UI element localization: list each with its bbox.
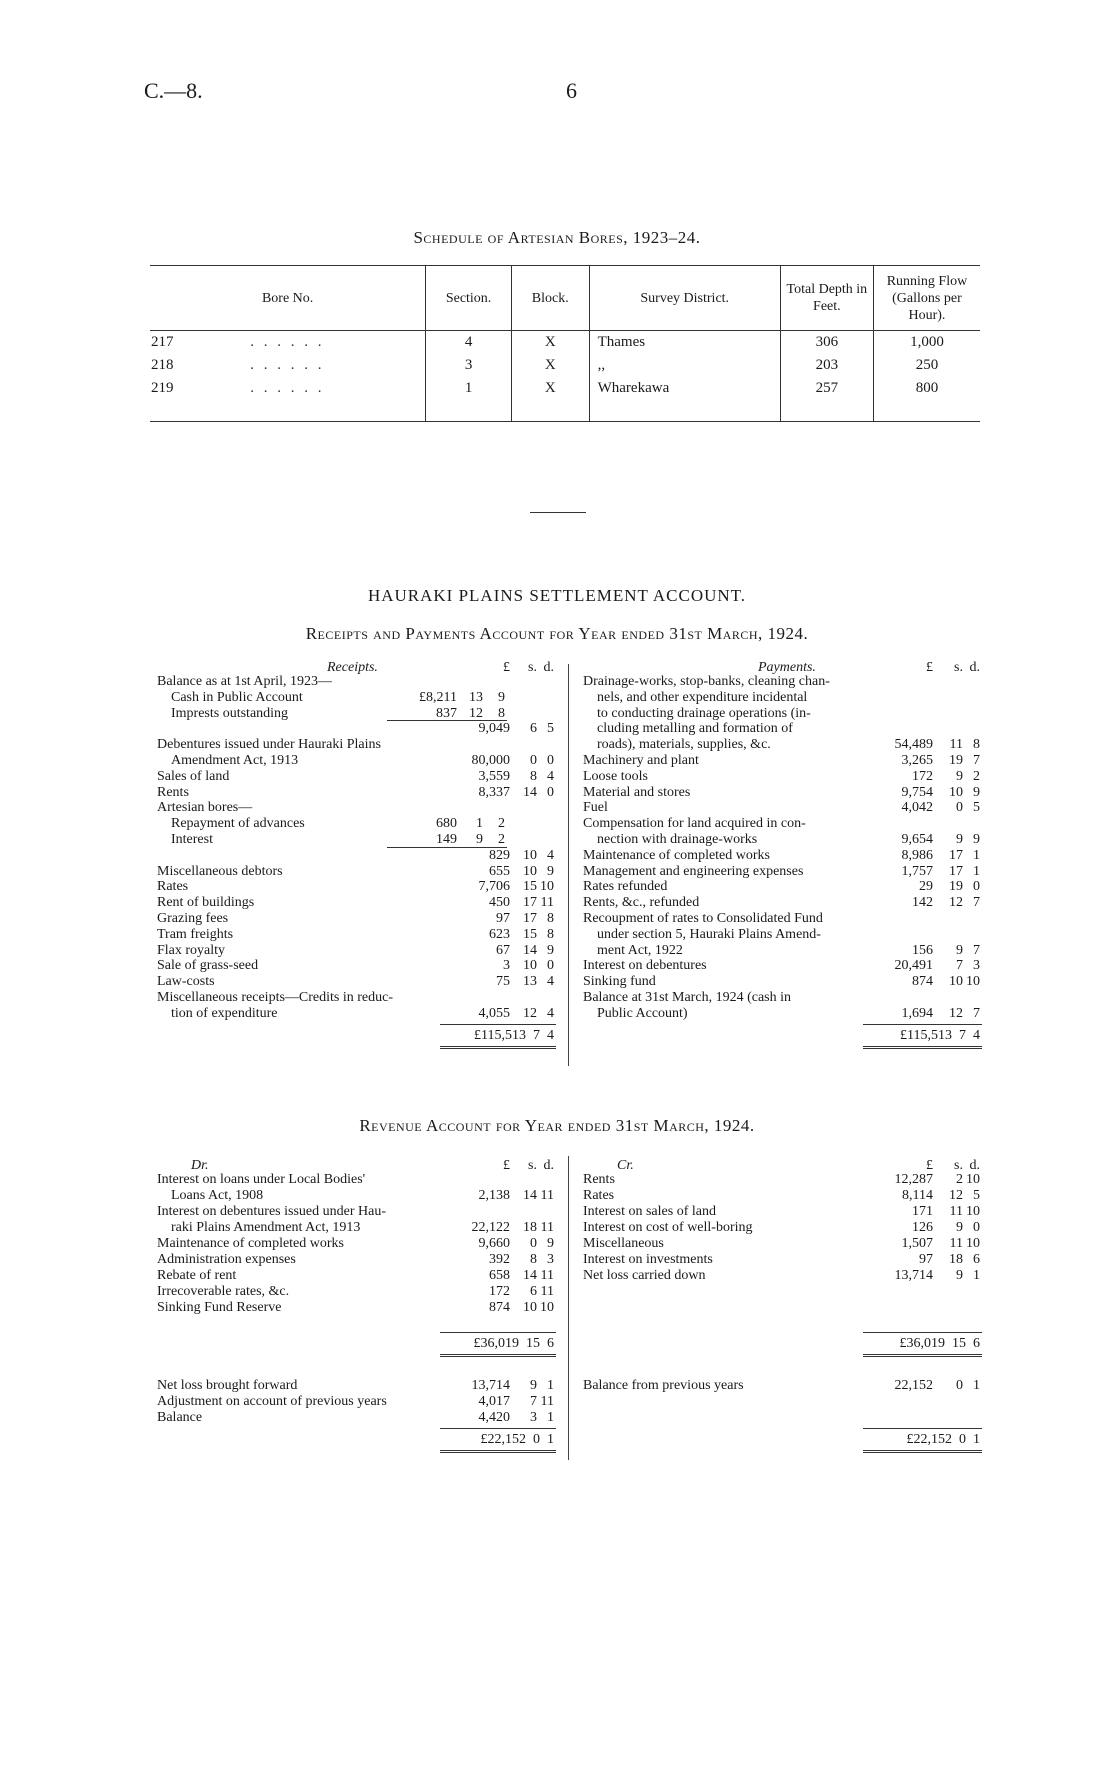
dr-item: Rebate of rent: [157, 1268, 237, 1283]
bore-number-cell: [150, 354, 426, 377]
dr-second-amount-pounds: 4,420: [478, 1410, 510, 1425]
payments-amount-pence: 9: [973, 832, 980, 847]
payments-item: Management and engineering expenses: [583, 863, 804, 879]
receipts-amount-pence: 4: [547, 847, 554, 863]
payments-item: Public Account): [597, 1005, 688, 1021]
bore-flow: 800: [873, 377, 980, 422]
cr-item: Net loss carried down: [583, 1268, 706, 1283]
receipts-total-rule-top: [440, 1024, 556, 1025]
receipts-amount-shillings: 10: [523, 847, 537, 863]
payments-item: nels, and other expenditure incidental: [597, 689, 808, 705]
bore-district: ,,: [597, 357, 606, 373]
dr-item: Interest on loans under Local Bodies': [157, 1172, 366, 1187]
payments-amount-pence: 0: [973, 879, 980, 895]
dr-currency-pence: d.: [543, 1158, 554, 1173]
bore-flow: 1,000: [873, 331, 980, 355]
payments-amount-shillings: 7: [956, 958, 963, 974]
cr-second-item: Balance from previous years: [583, 1378, 744, 1393]
payments-item: Maintenance of completed works: [583, 847, 770, 863]
cr-amount-pence: 6: [973, 1252, 980, 1267]
receipts-amount-pounds: 450: [489, 895, 510, 911]
cr-total-rule-bottom: [863, 1354, 982, 1357]
receipts-payments-divider: [568, 664, 569, 1066]
receipts-amount-shillings: 10: [523, 863, 537, 879]
receipts-item: Rates: [157, 879, 189, 895]
receipts-amount-pence: 9: [547, 942, 554, 958]
payments-amount-pence: 1: [973, 847, 980, 863]
bore-district-cell: [589, 331, 780, 355]
dr-item: Maintenance of completed works: [157, 1236, 344, 1251]
receipts-inner-shillings: 9: [476, 832, 483, 847]
cr-second-total-rule-bottom: [863, 1450, 982, 1453]
bore-number: 217: [151, 334, 174, 350]
dr-item: Administration expenses: [157, 1252, 296, 1267]
receipts-amount-shillings: 15: [523, 879, 537, 895]
bore-number: 218: [151, 357, 174, 373]
revenue-title: Revenue Account for Year ended 31st March, 1924.: [359, 1116, 755, 1135]
payments-amount-shillings: 19: [949, 879, 963, 895]
dr-second-amount-shillings: 9: [530, 1378, 537, 1393]
payments-item: roads), materials, supplies, &c.: [597, 737, 771, 753]
receipts-inner-pence: 2: [498, 832, 505, 847]
cr-amount-pounds: 13,714: [894, 1268, 933, 1283]
dr-cr-divider: [568, 1156, 569, 1460]
cr-amount-pence: 5: [973, 1188, 980, 1203]
cr-amount-pence: 10: [966, 1204, 980, 1219]
leader-dots: . . . . . .: [243, 380, 325, 396]
dr-amount-pence: 3: [547, 1252, 554, 1267]
receipts-amount-shillings: 14: [523, 784, 537, 800]
bore-district: Wharekawa: [597, 380, 670, 396]
receipts-currency-shillings: s.: [528, 660, 537, 675]
dr-second-amount-pence: 1: [547, 1410, 554, 1425]
receipts-amount-shillings: 17: [523, 911, 537, 926]
receipts-amount-shillings: 14: [523, 942, 537, 958]
payments-item: cluding metalling and formation of: [597, 721, 793, 737]
payments-total-rule-top: [863, 1024, 982, 1025]
dr-amount-pounds: 2,138: [478, 1188, 510, 1203]
receipts-amount-pounds: 829: [489, 847, 510, 863]
dr-second-amount-shillings: 3: [530, 1410, 537, 1425]
receipts-item: Artesian bores—: [157, 800, 253, 816]
dr-amount-pounds: 22,122: [471, 1220, 510, 1235]
receipts-item: Repayment of advances: [171, 816, 305, 832]
bore-block: X: [511, 331, 589, 355]
payments-item: Rates refunded: [583, 879, 668, 895]
payments-amount-shillings: 9: [956, 832, 963, 847]
receipts-amount-pounds: 3,559: [478, 768, 510, 784]
bores-table: [150, 265, 980, 422]
bore-block: X: [511, 377, 589, 422]
dr-amount-pounds: 658: [489, 1268, 510, 1283]
bore-depth: 257: [780, 377, 873, 422]
payments-item: Drainage-works, stop-banks, cleaning chan-: [583, 674, 830, 689]
payments-heading: Payments.: [758, 660, 816, 675]
payments-currency-shillings: s.: [954, 660, 963, 675]
bore-section: 4: [426, 331, 512, 355]
payments-item: Loose tools: [583, 768, 648, 784]
payments-total: £115,513 7 4: [900, 1027, 980, 1043]
dr-second-total-rule-bottom: [440, 1450, 556, 1453]
cr-total-rule-top: [863, 1332, 982, 1333]
payments-item: Fuel: [583, 800, 608, 816]
bore-depth: 306: [780, 331, 873, 355]
dr-second-item: Adjustment on account of previous years: [157, 1394, 387, 1409]
dr-second-amount-pounds: 4,017: [478, 1394, 510, 1409]
payments-amount-pence: 5: [973, 800, 980, 816]
dr-currency-pound: £: [503, 1158, 510, 1173]
cr-total: £36,019 15 6: [899, 1336, 980, 1351]
receipts-inner-shillings: 12: [469, 705, 483, 721]
receipts-amount-pence: 8: [547, 926, 554, 942]
bore-number: 219: [151, 380, 174, 396]
cr-amount-pounds: 8,114: [902, 1188, 933, 1203]
receipts-inner-pence: 8: [498, 705, 505, 721]
payments-amount-pounds: 8,986: [901, 847, 933, 863]
dr-second-amount-pence: 1: [547, 1378, 554, 1393]
receipts-item: Miscellaneous debtors: [157, 863, 283, 879]
receipts-item: Rent of buildings: [157, 895, 255, 911]
receipts-amount-pence: 11: [540, 895, 554, 911]
payments-total-rule-bottom: [863, 1046, 982, 1049]
cr-item: Rents: [583, 1172, 615, 1187]
dr-second-amount-shillings: 7: [530, 1394, 537, 1409]
receipts-inner-shillings: 13: [469, 689, 483, 705]
receipts-amount-pounds: 97: [496, 911, 510, 926]
cr-amount-pence: 10: [966, 1236, 980, 1251]
dr-second-amount-pounds: 13,714: [471, 1378, 510, 1393]
col-survey-district: Survey District.: [589, 266, 780, 331]
receipts-amount-pounds: 75: [496, 974, 510, 990]
payments-amount-pounds: 142: [912, 895, 933, 911]
cr-amount-pounds: 171: [912, 1204, 933, 1219]
dr-item: Loans Act, 1908: [171, 1188, 264, 1203]
payments-amount-shillings: 10: [949, 974, 963, 990]
payments-item: Balance at 31st March, 1924 (cash in: [583, 990, 791, 1005]
bore-depth: 203: [780, 354, 873, 377]
receipts-amount-pence: 4: [547, 768, 554, 784]
payments-amount-pence: 7: [973, 895, 980, 911]
cr-amount-pence: 10: [966, 1172, 980, 1187]
payments-amount-pounds: 3,265: [901, 753, 933, 768]
receipts-amount-pence: 8: [547, 911, 554, 926]
dr-second-item: Net loss brought forward: [157, 1378, 298, 1393]
payments-amount-pence: 3: [973, 958, 980, 974]
receipts-amount-pence: 4: [547, 1005, 554, 1021]
payments-amount-pence: 9: [973, 784, 980, 800]
payments-item: to conducting drainage operations (in-: [597, 705, 811, 721]
dr-total-rule-top: [440, 1332, 556, 1333]
cr-amount-pounds: 126: [912, 1220, 933, 1235]
cr-amount-pence: 0: [973, 1220, 980, 1235]
dr-amount-pounds: 172: [489, 1284, 510, 1299]
receipts-inner-pence: 9: [498, 689, 505, 705]
payments-amount-shillings: 11: [949, 737, 963, 753]
cr-amount-pounds: 1,507: [901, 1236, 933, 1251]
payments-item: Rents, &c., refunded: [583, 895, 700, 911]
bore-district-cell: [589, 377, 780, 422]
receipts-amount-shillings: 17: [523, 895, 537, 911]
col-running-flow: Running Flow (Gallons per Hour).: [873, 266, 980, 331]
dr-amount-shillings: 6: [530, 1284, 537, 1299]
dr-amount-shillings: 10: [523, 1300, 537, 1315]
cr-item: Interest on investments: [583, 1252, 713, 1267]
dr-second-item: Balance: [157, 1410, 203, 1425]
receipts-amount-pounds: 655: [489, 863, 510, 879]
payments-item: Recoupment of rates to Consolidated Fund: [583, 911, 823, 926]
receipts-item: tion of expenditure: [171, 1005, 278, 1021]
receipts-item: Debentures issued under Hauraki Plains: [157, 737, 381, 753]
dr-amount-shillings: 18: [523, 1220, 537, 1235]
dr-item: raki Plains Amendment Act, 1913: [171, 1220, 361, 1235]
receipts-amount-shillings: 12: [523, 1005, 537, 1021]
receipts-amount-pounds: 8,337: [478, 784, 510, 800]
cr-currency-pound: £: [926, 1158, 933, 1173]
cr-item: Interest on sales of land: [583, 1204, 716, 1219]
bore-flow: 250: [873, 354, 980, 377]
leader-dots: . . . . . .: [243, 334, 325, 350]
cr-amount-pounds: 12,287: [894, 1172, 933, 1187]
cr-item: Miscellaneous: [583, 1236, 664, 1251]
cr-amount-shillings: 9: [956, 1268, 963, 1283]
bore-row: [150, 377, 980, 422]
bore-number-cell: [150, 331, 426, 355]
payments-currency-pence: d.: [969, 660, 980, 675]
receipts-item: Interest: [171, 832, 213, 847]
payments-amount-pounds: 54,489: [894, 737, 933, 753]
receipts-heading: Receipts.: [327, 660, 378, 675]
cr-currency-shillings: s.: [954, 1158, 963, 1173]
cr-amount-pence: 1: [973, 1268, 980, 1283]
receipts-currency-pence: d.: [543, 660, 554, 675]
payments-amount-pounds: 20,491: [894, 958, 933, 974]
payments-item: Machinery and plant: [583, 753, 699, 768]
dr-amount-shillings: 0: [530, 1236, 537, 1251]
receipts-total-rule-bottom: [440, 1046, 556, 1049]
payments-amount-pence: 8: [973, 737, 980, 753]
payments-amount-shillings: 9: [956, 942, 963, 958]
receipts-amount-pence: 5: [547, 721, 554, 737]
bore-number-cell: [150, 377, 426, 422]
cr-second-total: £22,152 0 1: [906, 1432, 980, 1447]
payments-item: Sinking fund: [583, 974, 656, 990]
receipts-item: Rents: [157, 784, 189, 800]
cr-item: Interest on cost of well-boring: [583, 1220, 753, 1235]
dr-amount-pounds: 874: [489, 1300, 510, 1315]
schedule-title: Schedule of Artesian Bores, 1923–24.: [413, 228, 701, 247]
payments-amount-pence: 7: [973, 942, 980, 958]
cr-amount-shillings: 12: [949, 1188, 963, 1203]
receipts-inner-pounds: £8,211: [419, 689, 457, 705]
dr-amount-pounds: 392: [489, 1252, 510, 1267]
dr-heading: Dr.: [191, 1158, 209, 1173]
page-number: 6: [566, 78, 577, 103]
receipts-amount-shillings: 8: [530, 768, 537, 784]
receipts-item: Law-costs: [157, 974, 215, 990]
cr-amount-shillings: 18: [949, 1252, 963, 1267]
payments-amount-shillings: 12: [949, 1005, 963, 1021]
payments-amount-pounds: 1,694: [901, 1005, 933, 1021]
cr-amount-shillings: 2: [956, 1172, 963, 1187]
payments-amount-pounds: 9,654: [901, 832, 933, 847]
bores-table-header: [150, 266, 980, 331]
section-divider: [530, 512, 586, 513]
receipts-amount-shillings: 6: [530, 721, 537, 737]
receipts-amount-shillings: 13: [523, 974, 537, 990]
payments-amount-shillings: 17: [949, 847, 963, 863]
receipts-amount-pence: 0: [547, 753, 554, 768]
receipts-inner-shillings: 1: [476, 816, 483, 832]
receipts-item: Grazing fees: [157, 911, 229, 926]
col-block: Block.: [511, 266, 589, 331]
payments-amount-pence: 7: [973, 1005, 980, 1021]
cr-item: Rates: [583, 1188, 615, 1203]
payments-item: under section 5, Hauraki Plains Amend-: [597, 926, 821, 942]
payments-amount-shillings: 19: [949, 753, 963, 768]
receipts-inner-pence: 2: [498, 816, 505, 832]
receipts-total: £115,513 7 4: [474, 1027, 554, 1043]
payments-amount-pounds: 874: [912, 974, 933, 990]
dr-amount-shillings: 8: [530, 1252, 537, 1267]
dr-currency-shillings: s.: [528, 1158, 537, 1173]
receipts-inner-pounds: 837: [436, 705, 457, 721]
receipts-amount-shillings: 15: [523, 926, 537, 942]
payments-item: Interest on debentures: [583, 958, 707, 974]
receipts-amount-pence: 0: [547, 784, 554, 800]
receipts-amount-shillings: 0: [530, 753, 537, 768]
receipts-item: Amendment Act, 1913: [171, 753, 299, 768]
dr-second-total: £22,152 0 1: [480, 1432, 554, 1447]
receipts-amount-pounds: 4,055: [478, 1005, 510, 1021]
cr-currency-pence: d.: [969, 1158, 980, 1173]
dr-amount-pounds: 9,660: [478, 1236, 510, 1251]
account-subtitle: Receipts and Payments Account for Year ended 31st March, 1924.: [305, 624, 809, 643]
col-total-depth: Total Depth in Feet.: [780, 266, 873, 331]
dr-amount-pence: 11: [540, 1220, 554, 1235]
receipts-amount-pounds: 7,706: [478, 879, 510, 895]
cr-amount-shillings: 11: [949, 1236, 963, 1251]
receipts-item: Tram freights: [157, 926, 234, 942]
leader-dots: . . . . . .: [243, 357, 325, 373]
payments-amount-pence: 2: [973, 768, 980, 784]
payments-amount-pounds: 29: [919, 879, 933, 895]
receipts-amount-pounds: 9,049: [478, 721, 510, 737]
dr-item: Interest on debentures issued under Hau-: [157, 1204, 386, 1219]
payments-amount-pence: 10: [966, 974, 980, 990]
receipts-item: Cash in Public Account: [171, 689, 303, 705]
cr-second-amount-pence: 1: [973, 1378, 980, 1393]
dr-amount-shillings: 14: [523, 1188, 537, 1203]
receipts-item: Sale of grass-seed: [157, 958, 259, 974]
bore-row: [150, 354, 980, 377]
payments-amount-pounds: 4,042: [901, 800, 933, 816]
payments-amount-shillings: 9: [956, 768, 963, 784]
bore-section: 3: [426, 354, 512, 377]
payments-item: Material and stores: [583, 784, 691, 800]
dr-second-amount-pence: 11: [540, 1394, 554, 1409]
bore-block: X: [511, 354, 589, 377]
cr-second-amount-pounds: 22,152: [894, 1378, 933, 1393]
payments-amount-pounds: 156: [912, 942, 933, 958]
bore-section: 1: [426, 377, 512, 422]
receipts-item: Balance as at 1st April, 1923—: [157, 674, 332, 689]
dr-amount-shillings: 14: [523, 1268, 537, 1283]
receipts-amount-pence: 9: [547, 863, 554, 879]
receipts-amount-pounds: 623: [489, 926, 510, 942]
receipts-inner-pounds: 149: [436, 832, 457, 847]
cr-amount-shillings: 11: [949, 1204, 963, 1219]
payments-amount-shillings: 12: [949, 895, 963, 911]
payments-item: Compensation for land acquired in con-: [583, 816, 806, 832]
cr-amount-pounds: 97: [919, 1252, 933, 1267]
col-bore-no: Bore No.: [150, 266, 426, 331]
payments-item: nection with drainage-works: [597, 832, 758, 847]
receipts-amount-pence: 4: [547, 974, 554, 990]
dr-amount-pence: 9: [547, 1236, 554, 1251]
payments-amount-pence: 1: [973, 863, 980, 879]
payments-amount-shillings: 0: [956, 800, 963, 816]
cr-heading: Cr.: [617, 1158, 634, 1173]
account-title: HAURAKI PLAINS SETTLEMENT ACCOUNT.: [367, 586, 747, 605]
receipts-amount-pounds: 80,000: [471, 753, 510, 768]
payments-amount-pounds: 1,757: [901, 863, 933, 879]
receipts-item: Sales of land: [157, 768, 230, 784]
dr-item: Irrecoverable rates, &c.: [157, 1284, 290, 1299]
receipts-amount-pence: 0: [547, 958, 554, 974]
bore-district: Thames: [597, 334, 646, 350]
dr-amount-pence: 11: [540, 1188, 554, 1203]
dr-total-rule-bottom: [440, 1354, 556, 1357]
dr-total: £36,019 15 6: [473, 1336, 554, 1351]
payments-amount-pounds: 9,754: [901, 784, 933, 800]
receipts-amount-pence: 10: [540, 879, 554, 895]
receipts-item: Imprests outstanding: [171, 705, 289, 721]
payments-amount-pounds: 172: [912, 768, 933, 784]
payments-currency-pound: £: [926, 660, 933, 675]
payments-amount-shillings: 10: [949, 784, 963, 800]
receipts-amount-pounds: 67: [496, 942, 510, 958]
receipts-inner-pounds: 680: [436, 816, 457, 832]
payments-amount-pence: 7: [973, 753, 980, 768]
receipts-amount-pounds: 3: [503, 958, 510, 974]
receipts-item: Miscellaneous receipts—Credits in reduc-: [157, 990, 393, 1005]
dr-item: Sinking Fund Reserve: [157, 1300, 282, 1315]
cr-second-total-rule-top: [863, 1428, 982, 1429]
receipts-item: Flax royalty: [157, 942, 226, 958]
receipts-currency-pound: £: [503, 660, 510, 675]
document-reference: C.—8.: [144, 78, 203, 103]
dr-amount-pence: 11: [540, 1268, 554, 1283]
receipts-amount-shillings: 10: [523, 958, 537, 974]
bore-row: [150, 331, 980, 355]
col-section: Section.: [426, 266, 512, 331]
dr-second-total-rule-top: [440, 1428, 556, 1429]
cr-amount-shillings: 9: [956, 1220, 963, 1235]
cr-second-amount-shillings: 0: [956, 1378, 963, 1393]
dr-amount-pence: 11: [540, 1284, 554, 1299]
dr-amount-pence: 10: [540, 1300, 554, 1315]
payments-amount-shillings: 17: [949, 863, 963, 879]
payments-item: ment Act, 1922: [597, 942, 683, 958]
bore-district-cell: [589, 354, 780, 377]
